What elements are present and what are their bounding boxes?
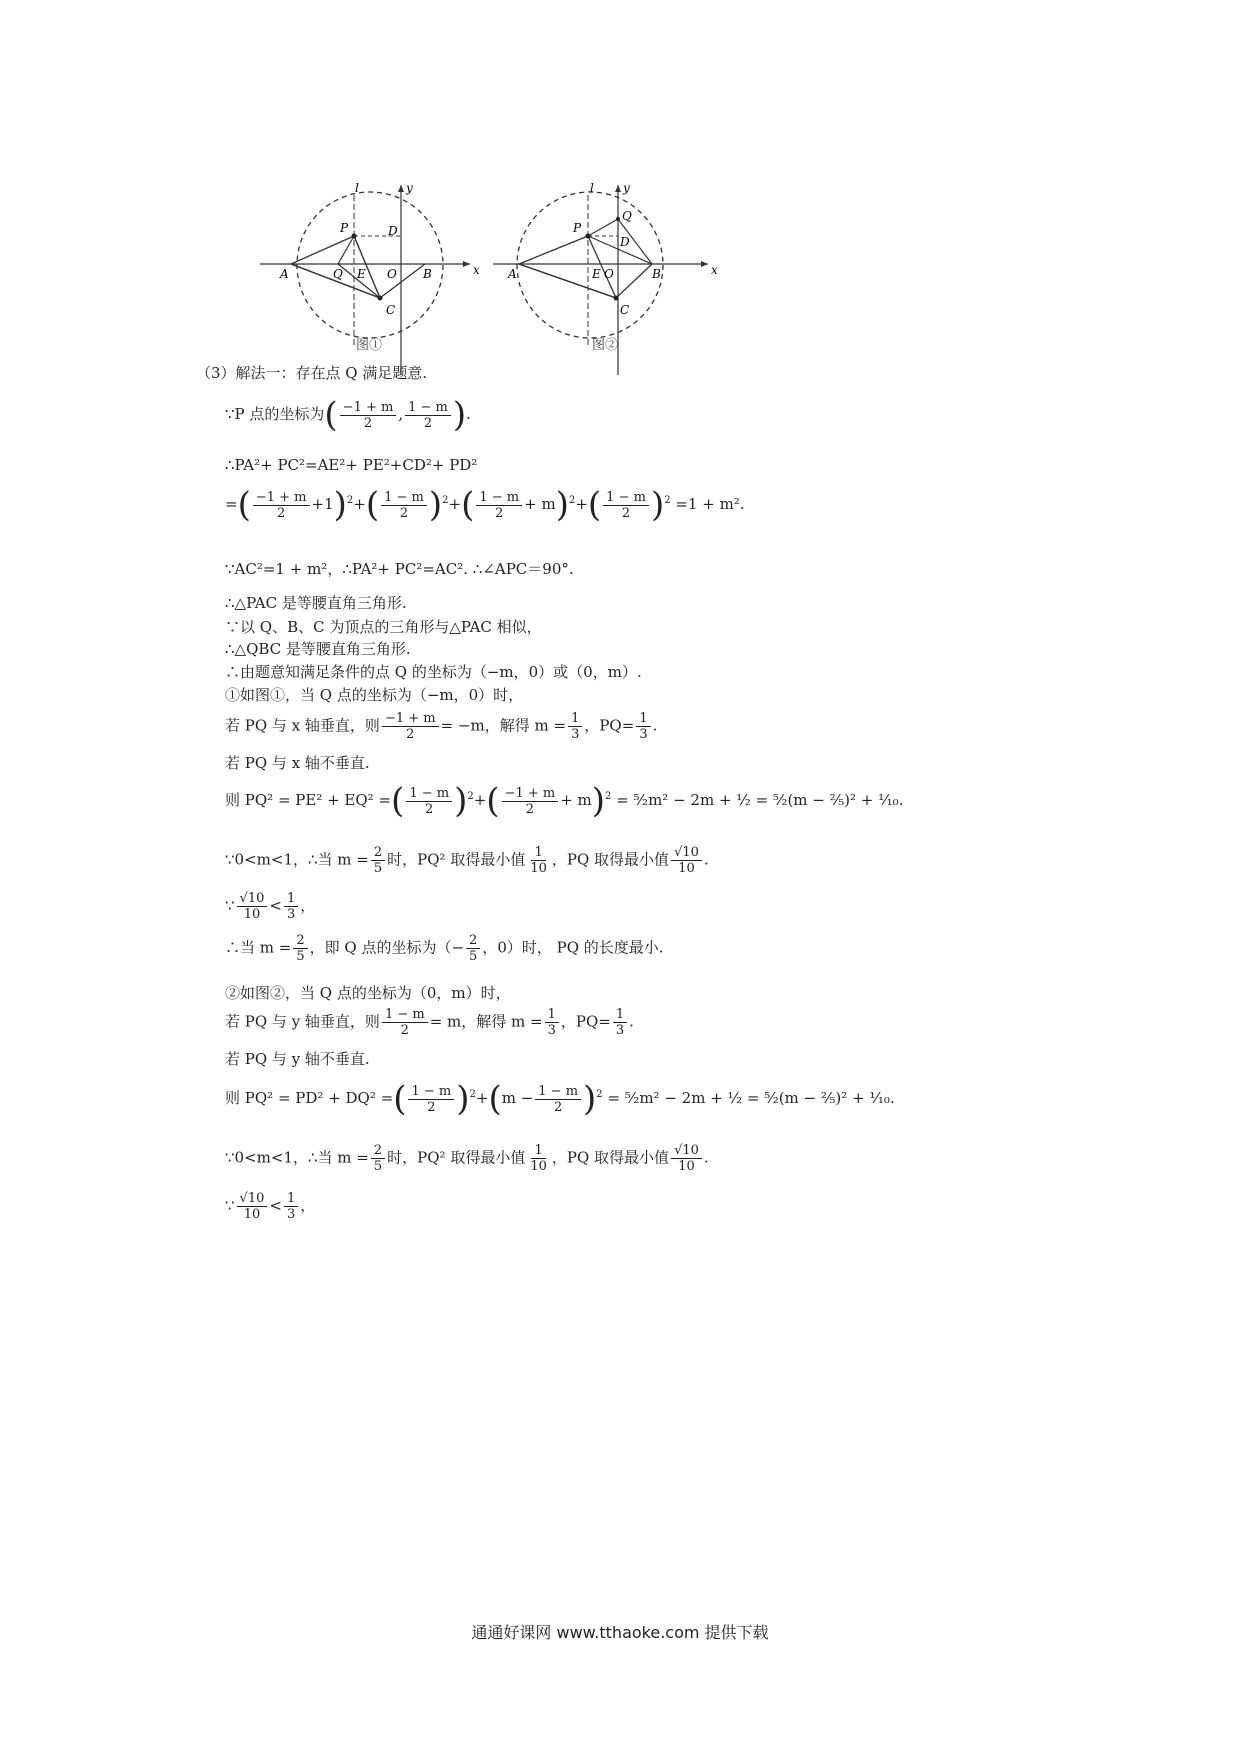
figure-1-caption: 图① [356,338,383,353]
case-2-compare-line: ∵ $\frac{√10}{10}$ < $\frac{1}{3}$ ， [225,1191,316,1222]
case-1-pq-squared-line: 则 PQ² = PE² + EQ² =( $\frac{1 - m}{2}$ )$^2$+( $\frac{-1 + m}{2}$ + m)$^2$ = ⁵⁄₂m² − 2m + ½ = ⁵⁄₂(m − ⅖)² + ¹⁄₁₀. [225,781,904,821]
q-coordinates-line: ∴由题意知满足条件的点 Q 的坐标为（−m，0）或（0，m）. [225,663,642,681]
equation-1-line: =( $\frac{-1 + m}{2}$ +1)$^2$+( $\frac{1 - m}{2}$ )$^2$+( $\frac{1 - m}{2}$ + m)$^2$+( $\frac{1 - m}{2}$ )$^2$ =1 + m². [225,485,745,525]
fig1-label-b: B [423,267,432,281]
p-coordinate-line: ∵P 点的坐标为( $\frac{-1 + m}{2}$ , $\frac{1 - m}{2}$ ). [225,395,471,435]
solution-heading: （3）解法一：存在点 Q 满足题意. [196,364,428,382]
fig1-label-a: A [280,267,289,281]
fig2-label-l: l [590,181,594,195]
case-1-range-line: ∵0<m<1，∴当 m = $\frac{2}{5}$ 时，PQ² 取得最小值 $\frac{1}{10}$ ，PQ 取得最小值 $\frac{√10}{10}$ . [225,845,709,876]
fig2-label-o: O [604,267,614,281]
case-1-compare-line: ∵ $\frac{√10}{10}$ < $\frac{1}{3}$ ， [225,891,316,922]
fig2-label-b: B [652,267,661,281]
fig1-label-d: D [388,224,398,238]
pa-pc-sum-line: ∴PA²+ PC²=AE²+ PE²+CD²+ PD² [225,456,478,474]
isosceles-pac-line: ∴△PAC 是等腰直角三角形. [225,594,407,612]
case-2-pq-squared-line: 则 PQ² = PD² + DQ² =( $\frac{1 - m}{2}$ )$^2$+(m − $\frac{1 - m}{2}$ )$^2$ = ⁵⁄₂m² − 2m + ½ = ⁵⁄₂(m − ⅖)² + ¹⁄₁₀. [225,1079,895,1119]
fig1-label-q: Q [333,267,343,281]
fig1-label-o: O [387,267,397,281]
fig1-label-e: E [357,267,366,281]
case-2-not-perpendicular-line: 若 PQ 与 y 轴不垂直. [225,1050,370,1068]
fig2-label-x: x [711,263,718,277]
fig2-label-e: E [592,267,601,281]
case-1-not-perpendicular-line: 若 PQ 与 x 轴不垂直. [225,754,370,772]
case-2-range-line: ∵0<m<1，∴当 m = $\frac{2}{5}$ 时，PQ² 取得最小值 $\frac{1}{10}$ ，PQ 取得最小值 $\frac{√10}{10}$ . [225,1143,709,1174]
fig1-label-c: C [386,303,396,317]
case-1-line: ①如图①，当 Q 点的坐标为（−m，0）时， [225,686,524,704]
fig2-label-a: A [508,267,517,281]
fig2-label-d: D [620,235,630,249]
fig2-label-y: y [623,181,630,195]
case-2-perpendicular-line: 若 PQ 与 y 轴垂直，则 $\frac{1 - m}{2}$ = m，解得 m = $\frac{1}{3}$ ，PQ= $\frac{1}{3}$ . [225,1007,634,1038]
fig2-label-q: Q [622,209,632,223]
fig1-label-y: y [406,181,413,195]
figure-2-caption: 图② [592,338,619,353]
isosceles-qbc-line: ∴△QBC 是等腰直角三角形. [225,640,411,658]
page-footer: 通通好课网 www.tthaoke.com 提供下载 [471,1623,769,1642]
case-1-perpendicular-line: 若 PQ 与 x 轴垂直，则 $\frac{-1 + m}{2}$ = −m，解得 m = $\frac{1}{3}$ ，PQ= $\frac{1}{3}$ . [225,711,658,742]
fig1-label-x: x [473,263,480,277]
fig1-label-p: P [340,221,349,235]
ac-line: ∵AC²=1 + m²，∴PA²+ PC²=AC². ∴∠APC＝90°. [225,560,574,578]
case-1-minimum-line: ∴当 m = $\frac{2}{5}$ ，即 Q 点的坐标为（− $\frac{2}{5}$ ，0）时， PQ 的长度最小. [225,933,664,964]
similar-line: ∵以 Q、B、C 为顶点的三角形与△PAC 相似， [225,618,542,636]
fig2-label-p: P [573,221,582,235]
fig2-label-c: C [620,303,630,317]
fig1-label-l: l [355,181,359,195]
case-2-line: ②如图②，当 Q 点的坐标为（0，m）时， [225,984,511,1002]
